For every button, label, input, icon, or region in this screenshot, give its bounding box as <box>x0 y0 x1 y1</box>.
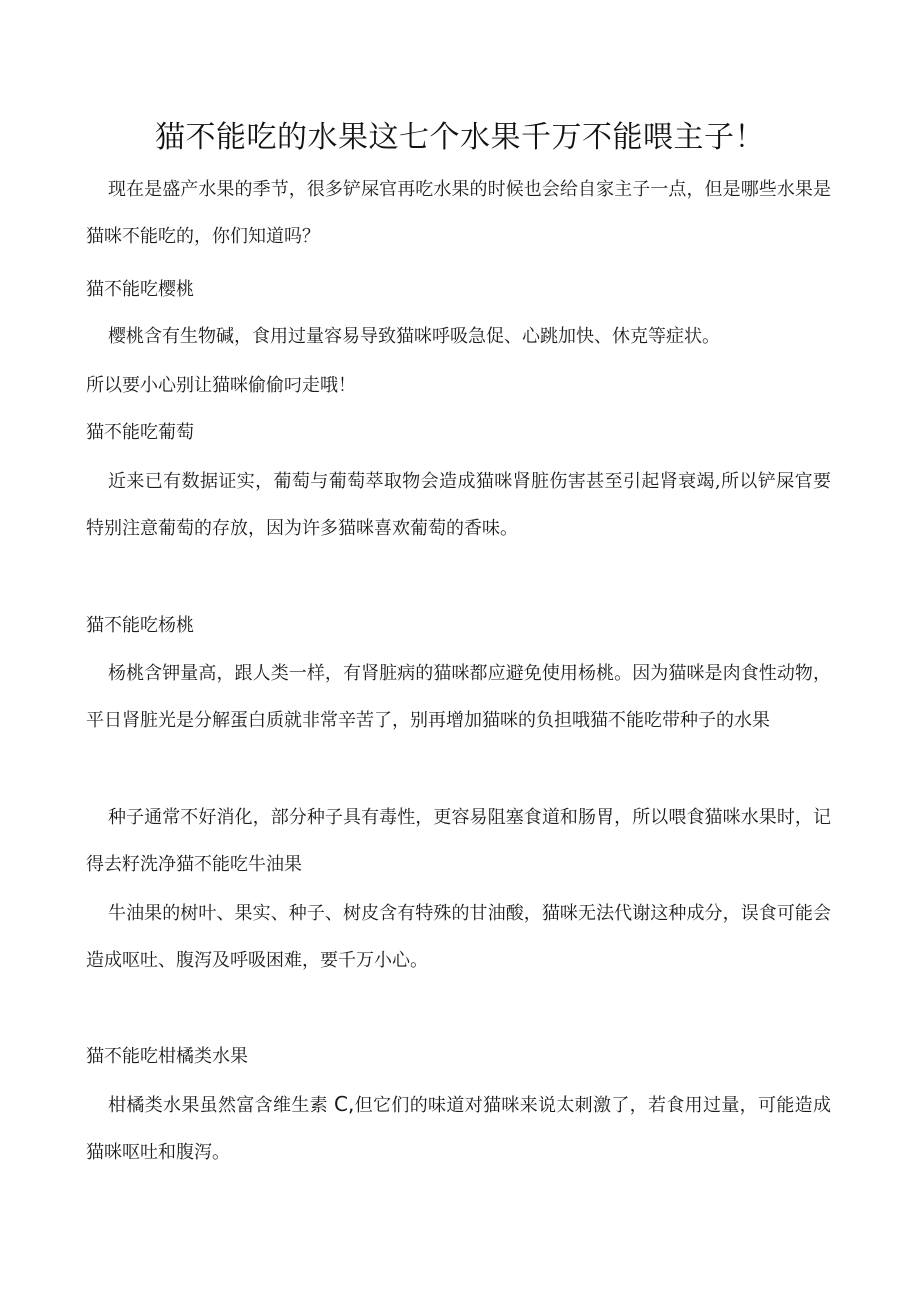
citrus-text-before: 柑橘类水果虽然富含维生素 <box>108 1095 335 1116</box>
section-heading-grape: 猫不能吃葡萄 <box>86 422 194 443</box>
section-heading-cherry: 猫不能吃樱桃 <box>86 279 194 300</box>
section-heading-citrus: 猫不能吃柑橘类水果 <box>86 1046 248 1067</box>
section-body-seeds: 种子通常不好消化，部分种子具有毒性，更容易阻塞食道和肠胃，所以喂食猫咪水果时，记得去籽洗净猫不能吃牛油果 <box>86 807 831 875</box>
vitamin-c-label: C, <box>334 1092 355 1116</box>
section-body-avocado: 牛油果的树叶、果实、种子、树皮含有特殊的甘油酸，猫咪无法代谢这种成分，误食可能会造成呕吐、腹泻及呼吸困难，要千万小心。 <box>86 903 831 971</box>
citrus-text-after: 但它们的味道对猫咪来说太刺激了，若食用过量，可能造成猫咪呕吐和腹泻。 <box>86 1095 831 1163</box>
section-heading-starfruit: 猫不能吃杨桃 <box>86 615 194 636</box>
section-body-cherry: 樱桃含有生物碱，食用过量容易导致猫咪呼吸急促、心跳加快、休克等症状。 <box>108 326 720 347</box>
section-body-citrus <box>86 1081 831 1176</box>
document-title: 猫不能吃的水果这七个水果千万不能喂主子！ <box>155 120 765 155</box>
section-body-starfruit: 杨桃含钾量高，跟人类一样，有肾脏病的猫咪都应避免使用杨桃。因为猫咪是肉食性动物，平日肾脏光是分解蛋白质就非常辛苦了，别再增加猫咪的负担哦猫不能吃带种子的水果 <box>86 663 831 731</box>
intro-paragraph: 现在是盛产水果的季节，很多铲屎官再吃水果的时候也会给自家主子一点，但是哪些水果是猫咪不能吃的，你们知道吗？ <box>86 179 831 247</box>
section-extra-cherry: 所以要小心别让猫咪偷偷叼走哦！ <box>86 375 356 396</box>
section-body-grape: 近来已有数据证实，葡萄与葡萄萃取物会造成猫咪肾脏伤害甚至引起肾衰竭,所以铲屎官要特别注意葡萄的存放，因为许多猫咪喜欢葡萄的香味。 <box>86 471 831 539</box>
